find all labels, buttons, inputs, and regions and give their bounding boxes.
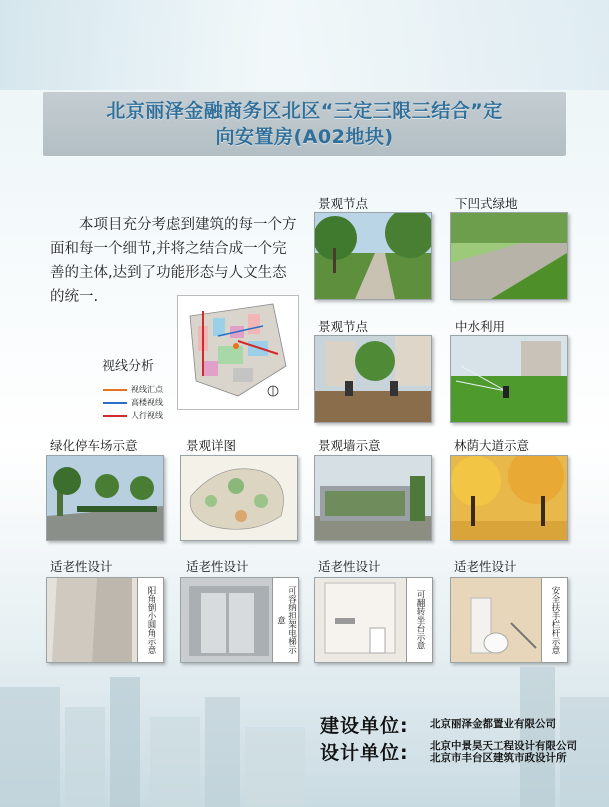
card-label-landscape-node-1: 景观节点 [318, 196, 369, 211]
sky-background [0, 0, 609, 90]
builder-label: 建设单位: [320, 714, 409, 737]
designer-name-1: 北京中景昊天工程设计有限公司 [430, 740, 577, 752]
footer-designer-row [320, 736, 577, 764]
card-label-green-parking: 绿化停车场示意 [50, 438, 138, 453]
site-plan-image [177, 295, 299, 410]
legend-item [103, 409, 163, 422]
card-label-aging-1: 适老性设计 [50, 559, 113, 574]
note-handrail: 安全扶手栏杆示意 [541, 577, 568, 663]
photo-landscape-node-1 [314, 212, 432, 300]
card-label-aging-2: 适老性设计 [186, 559, 249, 574]
legend-swatch [103, 415, 127, 417]
legend-swatch [103, 402, 127, 404]
card-label-landscape-wall: 景观墙示意 [318, 438, 381, 453]
photo-landscape-detail [180, 455, 298, 541]
sightline-title: 视线分析 [102, 359, 155, 374]
photo-green-parking [46, 455, 164, 541]
photo-water-reuse [450, 335, 568, 423]
sightline-legend [103, 383, 163, 422]
designer-label: 设计单位: [320, 742, 409, 764]
legend-label: 高楼视线 [131, 398, 163, 407]
card-label-aging-3: 适老性设计 [318, 559, 381, 574]
title-banner [43, 92, 566, 156]
legend-label: 人行视线 [131, 411, 163, 420]
builder-name: 北京丽泽金都置业有限公司 [430, 718, 556, 730]
intro-text: 本项目充分考虑到建筑的每一个方面和每一个细节,并将之结合成一个完善的主体,达到了功能形态与人文生态的统一. [50, 217, 297, 305]
designer-name-2: 北京市丰台区建筑市政设计所 [430, 752, 567, 764]
footer-builder-row [320, 712, 577, 736]
card-label-tree-avenue: 林荫大道示意 [454, 438, 530, 453]
legend-label: 视线汇点 [131, 385, 163, 394]
note-folding-seat: 可翻转坐台示意 [406, 577, 433, 663]
note-stretcher-elevator: 可容纳担架电梯示意 [272, 577, 299, 663]
legend-swatch [103, 389, 127, 391]
page-title-line2: 向安置房(A02地块) [215, 126, 394, 148]
designer-names [430, 738, 577, 764]
page-title-line1: 北京丽泽金融商务区北区“三定三限三结合”定 [106, 100, 503, 122]
card-label-landscape-node-2: 景观节点 [318, 319, 369, 334]
card-label-water-reuse: 中水利用 [455, 319, 506, 334]
legend-item [103, 396, 163, 409]
photo-landscape-wall [314, 455, 432, 541]
card-label-aging-4: 适老性设计 [454, 559, 517, 574]
legend-item [103, 383, 163, 396]
photo-sunken-green [450, 212, 568, 300]
footer-credits [320, 712, 577, 764]
card-label-landscape-detail: 景观详图 [186, 438, 237, 453]
card-label-sunken-green: 下凹式绿地 [455, 196, 518, 211]
photo-landscape-node-2 [314, 335, 432, 423]
note-rounded-corner: 阳角倒小圆角示意 [137, 577, 164, 663]
photo-tree-avenue [450, 455, 568, 541]
